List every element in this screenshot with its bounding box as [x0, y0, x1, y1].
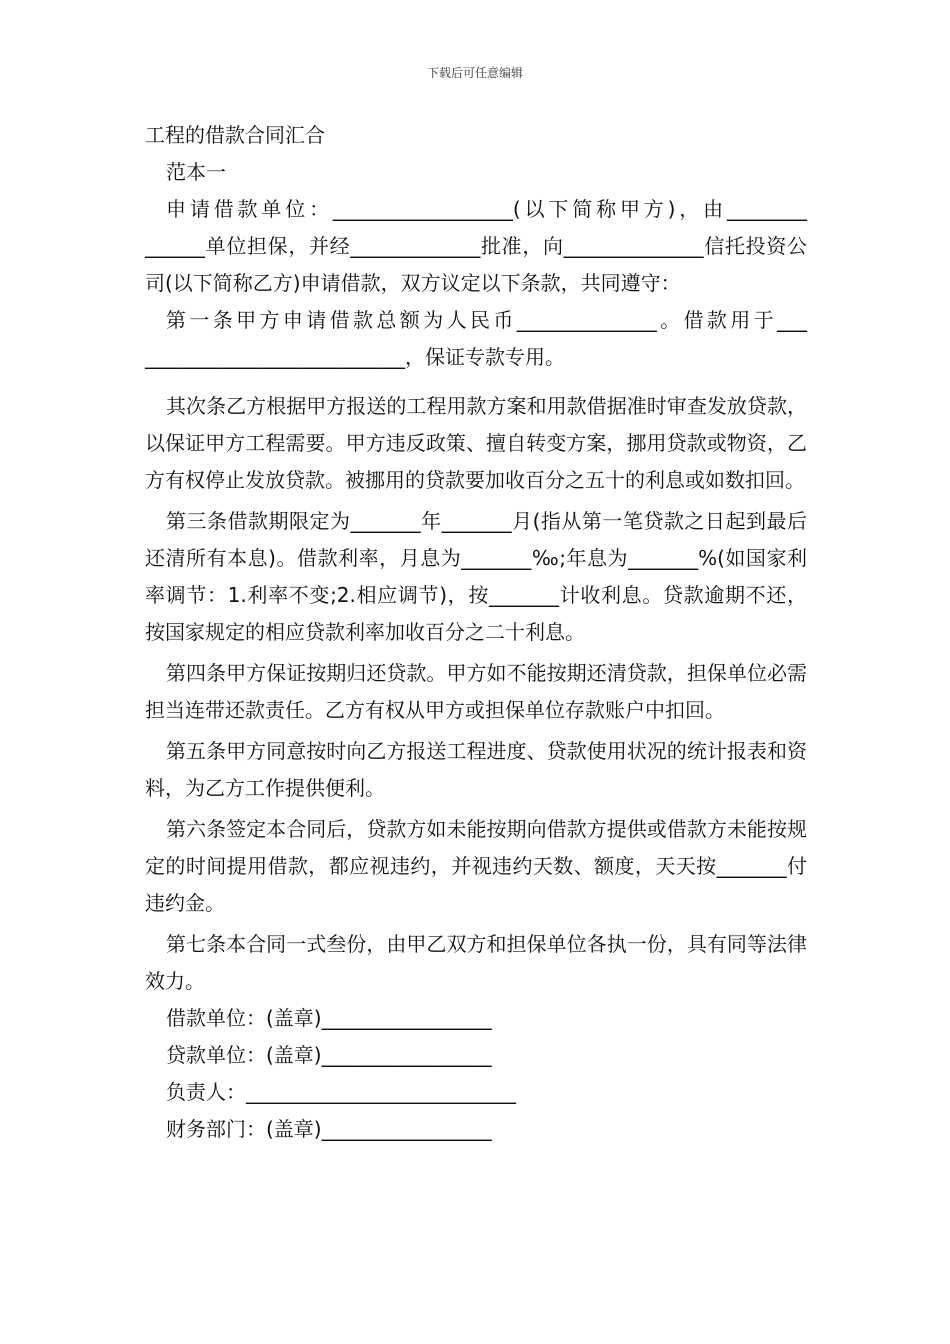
signature-lender: 贷款单位：(盖章)_________________ — [166, 1043, 492, 1067]
paragraph-article-2: 其次条乙方根据甲方报送的工程用款方案和用款借据准时审查发放贷款，以保证甲方工程需要。甲方违反政策、擅自转变方案，挪用贷款或物资，乙方有权停止发放贷款。被挪用的贷款要加收百分之五十的利息或如数扣回。 — [145, 394, 807, 492]
signature-borrower: 借款单位：(盖章)_________________ — [166, 1006, 492, 1030]
signature-finance-department: 财务部门：(盖章)_________________ — [166, 1117, 492, 1141]
document-subtitle: 范本一 — [166, 160, 226, 184]
paragraph-article-6: 第六条签定本合同后，贷款方如未能按期向借款方提供或借款方未能按规定的时间提用借款，都应视违约，并视违约天数、额度，天天按_______付违约金。 — [145, 817, 807, 915]
paragraph-article-1: 第一条甲方申请借款总额为人民币______________。借款用于___ __________________________，保证专款专用。 — [145, 308, 807, 369]
paragraph-article-5: 第五条甲方同意按时向乙方报送工程进度、贷款使用状况的统计报表和资料，为乙方工作提供便利。 — [145, 739, 807, 800]
document-body — [145, 117, 807, 1148]
signature-responsible-person: 负责人：___________________________ — [166, 1080, 516, 1104]
paragraph-article-4: 第四条甲方保证按期归还贷款。甲方如不能按期还清贷款，担保单位必需担当连带还款责任。乙方有权从甲方或担保单位存款账户中扣回。 — [145, 661, 807, 722]
page-header-note: 下载后可任意编辑 — [426, 66, 523, 80]
paragraph-article-3: 第三条借款期限定为_______年_______月(指从第一笔贷款之日起到最后还清所有本息)。借款利率，月息为_______‰;年息为_______%(如国家利率调节：1.利率不变;2.相应调节)，按_______计收利息。贷款逾期不还，按国家规定的相应贷款利率加收百分之二十利息。 — [145, 509, 807, 644]
paragraph-article-7: 第七条本合同一式叁份，由甲乙双方和担保单位各执一份，具有同等法律效力。 — [145, 932, 807, 993]
document-title: 工程的借款合同汇合 — [145, 123, 325, 147]
paragraph-application: 申请借款单位：__________________(以下简称甲方)，由________ ______单位担保，并经_____________批准，向______________信托投资公司(以下简称乙方)申请借款，双方议定以下条款，共同遵守： — [145, 197, 807, 295]
